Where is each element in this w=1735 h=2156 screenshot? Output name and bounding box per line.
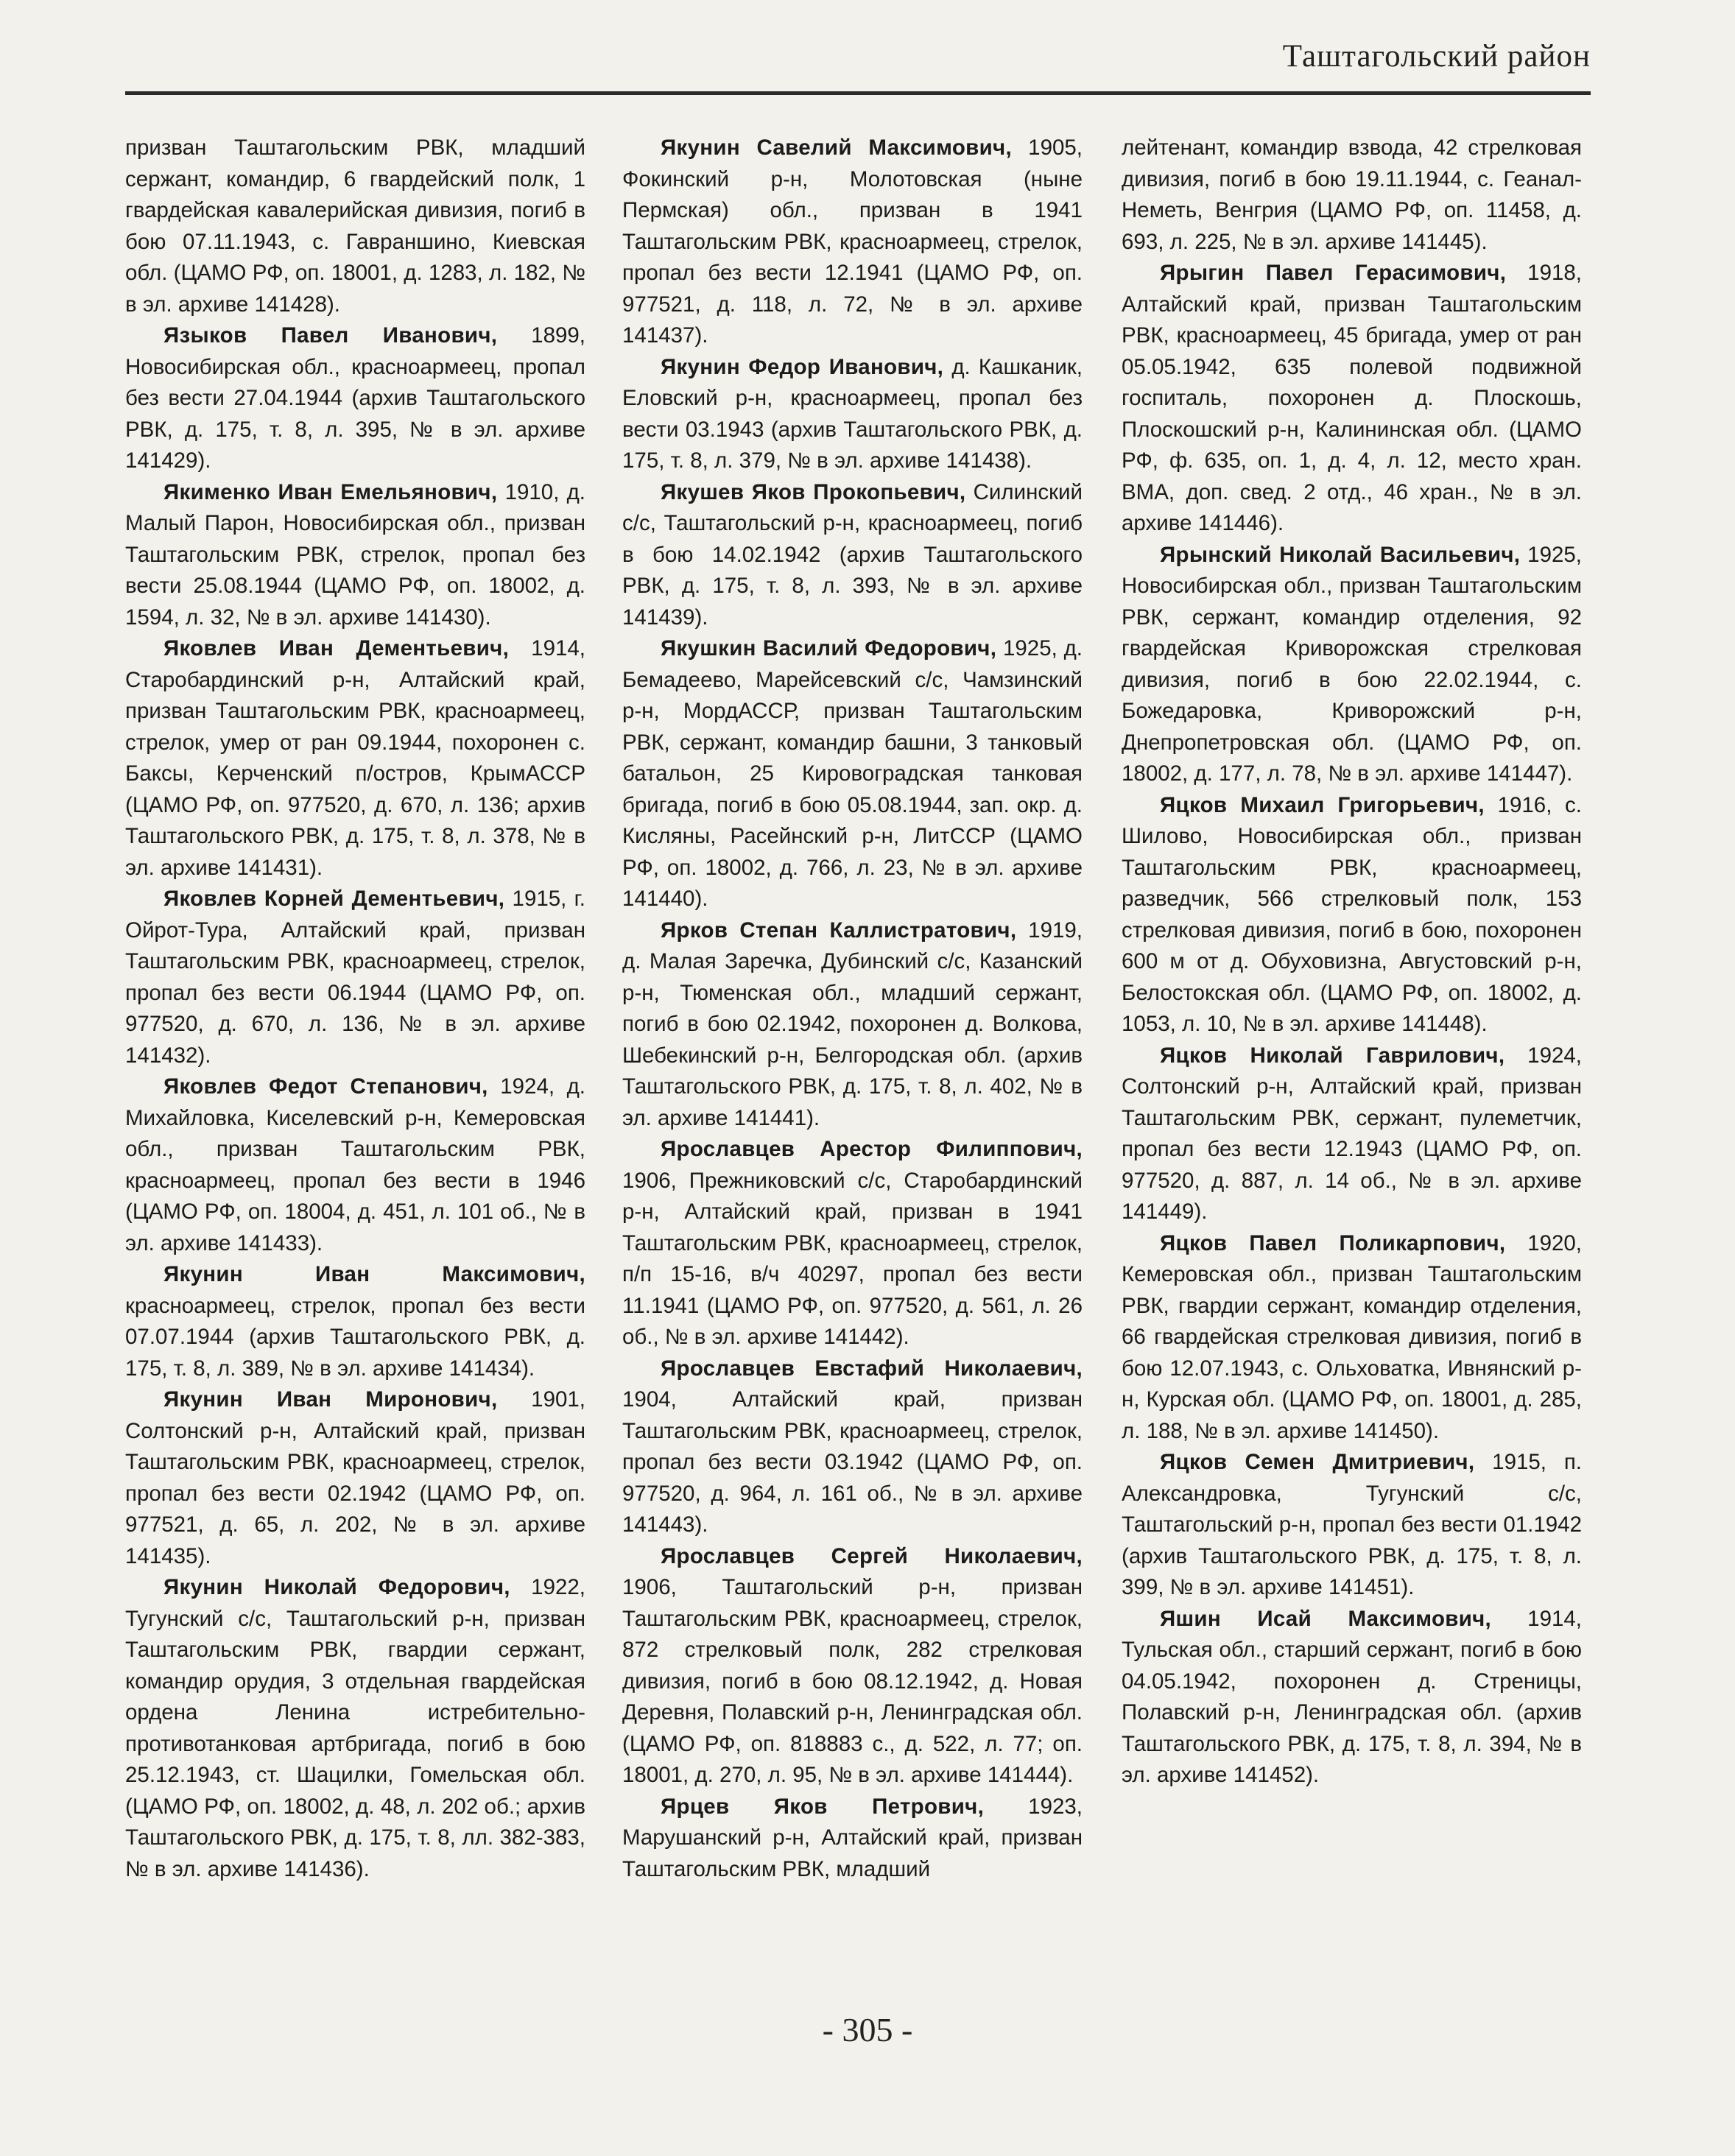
entry-name: Яковлев Корней Дементьевич, [163,887,505,911]
entry-name: Ярцев Яков Петрович, [661,1794,985,1819]
entry-text: 1922, Тугунский с/с, Таштагольский р-н, призван Таштагольским РВК, гвардии сержант, командир орудия, 3 отдельная гвардейская ордена Ленина истребительно-противотанковая артбригада, погиб в бою 25.12.1943, ст. Шацилки, Гомельская обл. (ЦАМО РФ, оп. 18002, д. 48, л. 202 об.; архив Таштагольского РВК, д. 175, т. 8, лл. 382-383, № в эл. архиве 141436). [125,1575,585,1881]
entry [1122,1604,1582,1792]
entry-name: Ярославцев Сергей Николаевич, [661,1543,1083,1568]
entry-name: Ярынский Николай Васильевич, [1160,542,1521,567]
entry [622,1792,1083,1886]
entry [622,915,1083,1135]
entry-name: Якунин Федор Иванович, [661,354,944,379]
entry-text: 1899, Новосибирская обл., красноармеец, пропал без вести 27.04.1944 (архив Таштагольского РВК, д. 175, т. 8, л. 395, № в эл. архиве 141429). [125,323,585,473]
header-rule [125,91,1591,95]
entry-name: Яковлев Иван Дементьевич, [163,636,510,660]
entry-text: 1915, г. Ойрот-Тура, Алтайский край, призван Таштагольским РВК, красноармеец, стрелок, пропал без вести 06.1944 (ЦАМО РФ, оп. 977520, д. 670, л. 136, № в эл. архиве 141432). [125,887,585,1068]
entry-text: 1924, д. Михайловка, Киселевский р-н, Кемеровская обл., призван Таштагольским РВК, красноармеец, пропал без вести в 1946 (ЦАМО РФ, оп. 18004, д. 451, л. 101 об., № в эл. архиве 141433). [125,1074,585,1255]
entry-text: 1925, Новосибирская обл., призван Таштагольским РВК, сержант, командир отделения, 92 гвардейская Криворожская стрелковая дивизия, погиб в бою 22.02.1944, с. Божедаровка, Криворожский р-н, Днепропетровская обл. (ЦАМО РФ, оп. 18002, д. 177, л. 78, № в эл. архиве 141447). [1122,542,1582,786]
entry [1122,133,1582,258]
entry [1122,1447,1582,1604]
entry-name: Якушев Яков Прокопьевич, [661,479,966,504]
entry-name: Якунин Иван Максимович, [163,1262,585,1286]
column-3 [1122,133,1582,1792]
entry [1122,790,1582,1040]
entry-text: 1925, д. Бемадеево, Марейсевский с/с, Чамзинский р-н, МордАССР, призван Таштагольским РВК, сержант, командир башни, 3 танковый батальон, 25 Кировоградская танковая бригада, погиб в бою 05.08.1944, зап. окр. д. Кисляны, Расейнский р-н, ЛитССР (ЦАМО РФ, оп. 18002, д. 766, л. 23, № в эл. архиве 141440). [622,636,1083,911]
entry-name: Якунин Николай Федорович, [163,1575,510,1599]
entry-text: 1915, п. Александровка, Тугунский с/с, Таштагольский р-н, пропал без вести 01.1942 (архив Таштагольского РВК, д. 175, т. 8, л. 399, № в эл. архиве 141451). [1122,1450,1582,1599]
entry-text: 1905, Фокинский р-н, Молотовская (ныне Пермская) обл., призван в 1941 Таштагольским РВК, красноармеец, стрелок, пропал без вести 12.1941 (ЦАМО РФ, оп. 977521, д. 118, л. 72, № в эл. архиве 141437). [622,135,1083,348]
entry [125,1384,585,1572]
entry [1122,1040,1582,1228]
entry [622,477,1083,634]
entry-text: призван Таштагольским РВК, младший сержант, командир, 6 гвардейский полк, 1 гвардейская кавалерийская дивизия, погиб в бою 07.11.1943, с. Гавраншино, Киевская обл. (ЦАМО РФ, оп. 18001, д. 1283, л. 182, № в эл. архиве 141428). [125,135,585,317]
entry-name: Языков Павел Иванович, [163,323,498,348]
entry-text: 1901, Солтонский р-н, Алтайский край, призван Таштагольским РВК, красноармеец, стрелок, пропал без вести 02.1942 (ЦАМО РФ, оп. 977521, д. 65, л. 202, № в эл. архиве 141435). [125,1387,585,1568]
entry [622,633,1083,915]
entry-name: Якунин Савелий Максимович, [661,135,1012,160]
entry-name: Яцков Семен Дмитриевич, [1160,1450,1475,1474]
running-header: Таштагольский район [1282,39,1591,74]
entry-name: Якименко Иван Емельянович, [163,479,498,504]
entry [125,133,585,320]
entry [125,1572,585,1885]
entry-text: 1919, д. Малая Заречка, Дубинский с/с, Казанский р-н, Тюменская обл., младший сержант, погиб в бою 02.1942, похоронен д. Волкова, Шебекинский р-н, Белгородская обл. (архив Таштагольского РВК, д. 175, т. 8, л. 402, № в эл. архиве 141441). [622,917,1083,1130]
entry-text: 1914, Тульская обл., старший сержант, погиб в бою 04.05.1942, похоронен д. Стреницы, Полавский р-н, Ленинградская обл. (архив Таштагольского РВК, д. 175, т. 8, л. 394, № в эл. архиве 141452). [1122,1606,1582,1787]
entry [125,633,585,884]
entry-name: Яцков Николай Гаврилович, [1160,1043,1505,1068]
entry [125,320,585,477]
entry-text: 1914, Старобардинский р-н, Алтайский край, призван Таштагольским РВК, красноармеец, стрелок, умер от ран 09.1944, похоронен с. Баксы, Керченский п/остров, КрымАССР (ЦАМО РФ, оп. 977520, д. 670, л. 136; архив Таштагольского РВК, д. 175, т. 8, л. 378, № в эл. архиве 141431). [125,636,585,880]
entry-text: 1924, Солтонский р-н, Алтайский край, призван Таштагольским РВК, сержант, пулеметчик, пропал без вести 12.1943 (ЦАМО РФ, оп. 977520, д. 887, л. 14 об., № в эл. архиве 141449). [1122,1043,1582,1224]
entry-name: Якушкин Василий Федорович, [661,636,997,660]
entry-name: Якунин Иван Миронович, [163,1387,498,1412]
entry-name: Ярославцев Арестор Филиппович, [661,1137,1083,1161]
entry [622,133,1083,352]
entry-text: 1904, Алтайский край, призван Таштагольским РВК, красноармеец, стрелок, пропал без вести 03.1942 (ЦАМО РФ, оп. 977520, д. 964, л. 161 об., № в эл. архиве 141443). [622,1387,1083,1537]
entry [622,1134,1083,1353]
entry [1122,258,1582,540]
entry [622,1541,1083,1792]
entry-text: 1920, Кемеровская обл., призван Таштагольским РВК, гвардии сержант, командир отделения, 66 гвардейская стрелковая дивизия, погиб в бою 12.07.1943, с. Ольховатка, Ивнянский р-н, Курская обл. (ЦАМО РФ, оп. 18001, д. 285, л. 188, № в эл. архиве 141450). [1122,1230,1582,1443]
entry-text: лейтенант, командир взвода, 42 стрелковая дивизия, погиб в бою 19.11.1944, с. Геанал-Неметь, Венгрия (ЦАМО РФ, оп. 11458, д. 693, л. 225, № в эл. архиве 141445). [1122,135,1582,254]
entry-name: Яцков Павел Поликарпович, [1160,1230,1506,1255]
entry-name: Ярыгин Павел Герасимович, [1160,261,1507,285]
entry [125,1259,585,1384]
entry [125,477,585,634]
entry-text: 1910, д. Малый Парон, Новосибирская обл., призван Таштагольским РВК, стрелок, пропал без вести 25.08.1944 (ЦАМО РФ, оп. 18002, д. 1594, л. 32, № в эл. архиве 141430). [125,479,585,630]
entry-text: 1906, Прежниковский с/с, Старобардинский р-н, Алтайский край, призван в 1941 Таштагольским РВК, красноармеец, стрелок, п/п 15-16, в/ч 40297, пропал без вести 11.1941 (ЦАМО РФ, оп. 977520, д. 561, л. 26 об., № в эл. архиве 141442). [622,1168,1083,1349]
entry-name: Яцков Михаил Григорьевич, [1160,792,1485,817]
entry-text: д. Кашканик, Еловский р-н, красноармеец, пропал без вести 03.1943 (архив Таштагольского РВК, д. 175, т. 8, л. 379, № в эл. архиве 141438). [622,354,1083,473]
entry [125,884,585,1071]
entry-text: 1923, Марушанский р-н, Алтайский край, призван Таштагольским РВК, младший [622,1794,1083,1881]
entry [1122,1228,1582,1448]
entry-text: 1906, Таштагольский р-н, призван Таштагольским РВК, красноармеец, стрелок, 872 стрелковый полк, 282 стрелковая дивизия, погиб в бою 08.12.1942, д. Новая Деревня, Полавский р-н, Ленинградская обл. (ЦАМО РФ, оп. 818883 с., д. 522, л. 77; оп. 18001, д. 270, л. 95, № в эл. архиве 141444). [622,1575,1083,1787]
entry-text: 1918, Алтайский край, призван Таштагольским РВК, красноармеец, 45 бригада, умер от ран 05.05.1942, 635 полевой подвижной госпиталь, похоронен д. Плоскошь, Плоскошский р-н, Калининская обл. (ЦАМО РФ, ф. 635, оп. 1, д. 4, л. 12, место хран. ВМА, доп. свед. 2 отд., 46 хран., № в эл. архиве 141446). [1122,261,1582,535]
entry [622,352,1083,477]
page-number: - 305 - [822,2011,913,2048]
entry [622,1353,1083,1541]
entry-name: Ярославцев Евстафий Николаевич, [661,1356,1083,1381]
column-2 [622,133,1083,1885]
entry-text: Силинский с/с, Таштагольский р-н, красноармеец, погиб в бою 14.02.1942 (архив Таштагольского РВК, д. 175, т. 8, л. 393, № в эл. архиве 141439). [622,479,1083,630]
entry-name: Ярков Степан Каллистратович, [661,917,1017,943]
column-1 [125,133,585,1885]
entry [1122,540,1582,790]
entry-name: Яшин Исай Максимович, [1160,1606,1492,1631]
entry-text: красноармеец, стрелок, пропал без вести 07.07.1944 (архив Таштагольского РВК, д. 175, т. 8, л. 389, № в эл. архиве 141434). [125,1293,585,1381]
entry [125,1071,585,1259]
entry-text: 1916, с. Шилово, Новосибирская обл., призван Таштагольским РВК, красноармеец, разведчик, 566 стрелковый полк, 153 стрелковая дивизия, погиб в бою, похоронен 600 м от д. Обуховизна, Августовский р-н, Белостокская обл. (ЦАМО РФ, оп. 18002, д. 1053, л. 10, № в эл. архиве 141448). [1122,792,1582,1036]
entry-name: Яковлев Федот Степанович, [163,1074,488,1099]
